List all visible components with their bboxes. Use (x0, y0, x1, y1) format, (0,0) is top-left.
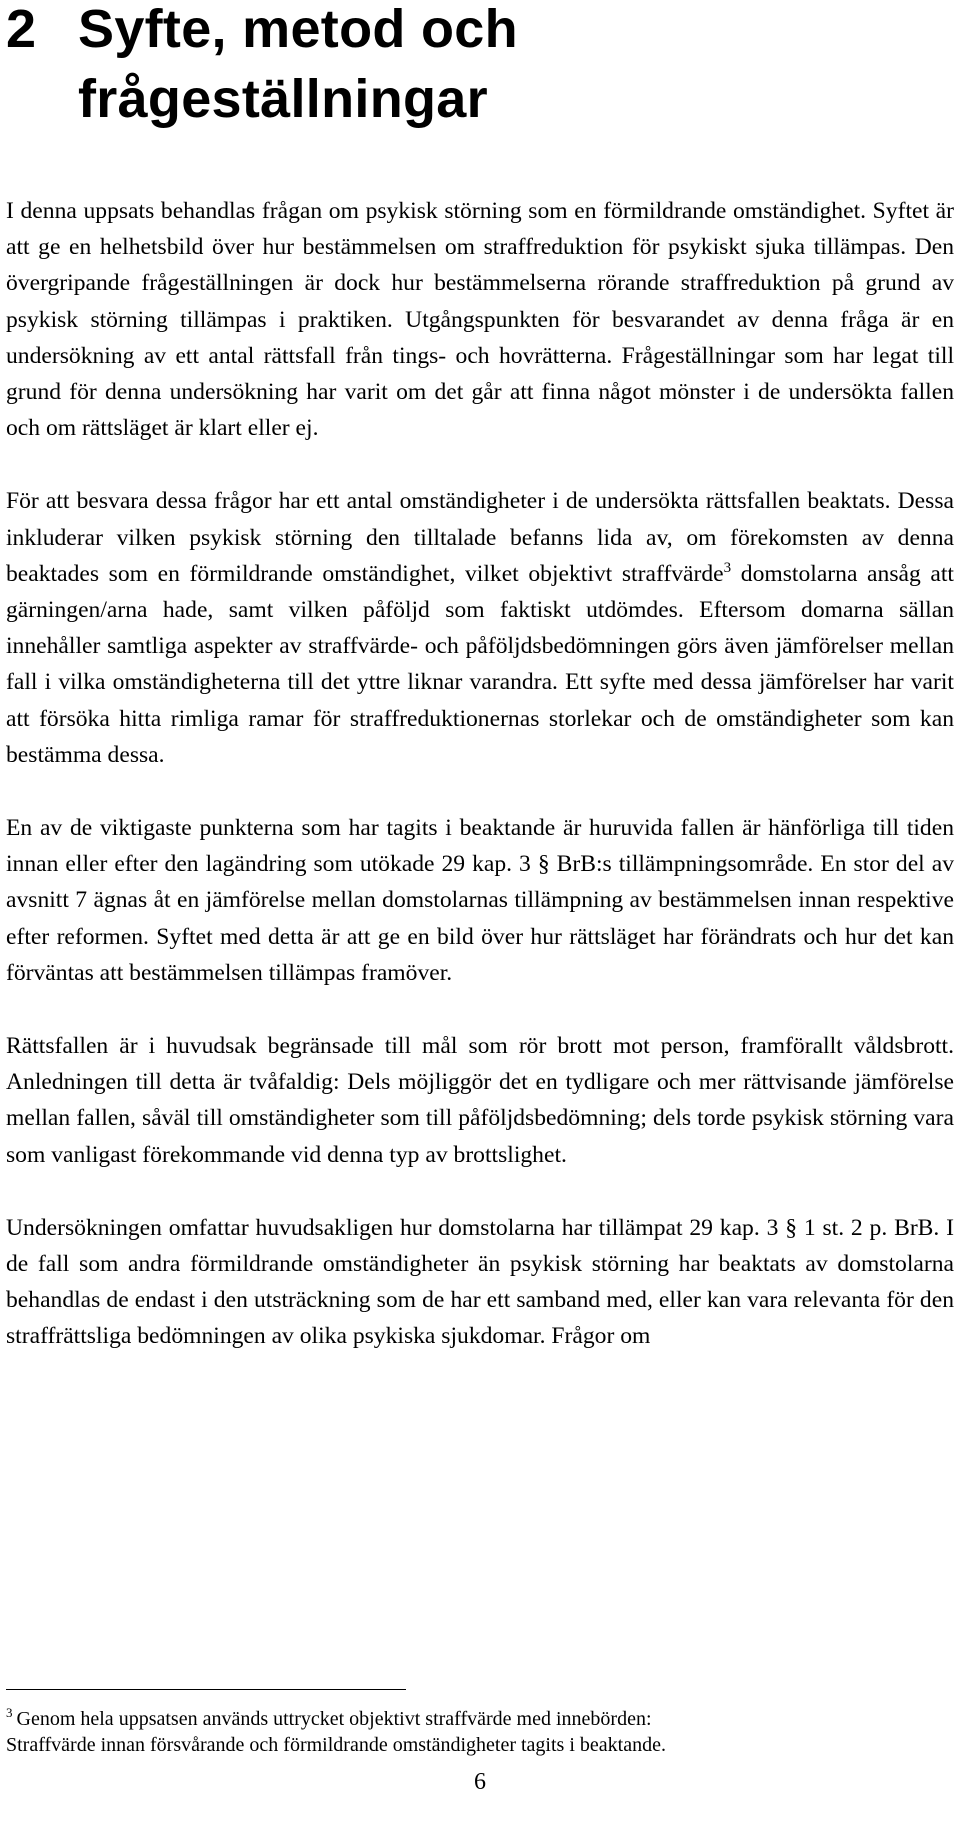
paragraph-method-text-start: För att besvara dessa frågor har ett antal omständigheter i de undersökta rättsfallen beaktats. Dessa inkluderar vilken psykisk störning den tilltalade befanns lida av, om förekomsten av denna beaktades som en förmildrande omständighet, vilket objektivt straffvärde (6, 488, 954, 587)
footnote-divider (6, 1689, 406, 1690)
chapter-heading (6, 0, 638, 134)
footnote-line-1: Genom hela uppsatsen används uttrycket objektivt straffvärde med innebörden: (16, 1708, 652, 1730)
paragraph-method-text-end: domstolarna ansåg att gärningen/arna hade, samt vilken påföljd som faktiskt utdömdes. Eftersom domarna sällan innehåller samtliga aspekter av straffvärde- och påföljdsbedömningen görs även jämförelser mellan fall i vilka omständigheterna till det yttre liknar varandra. Ett syfte med dessa jämförelser har varit att försöka hitta rimliga ramar för straffreduktionernas storlekar och de omständigheter som kan bestämma dessa. (6, 560, 954, 768)
paragraph-reform: En av de viktigaste punkterna som har tagits i beaktande är huruvida fallen är hänförliga till tiden innan eller efter den lagändring som utökade 29 kap. 3 § BrB:s tillämpningsområde. En stor del av avsnitt 7 ägnas åt en jämförelse mellan domstolarnas tillämpning av bestämmelsen innan respektive efter reformen. Syftet med detta är att ge en bild över hur rättsläget har förändrats och hur det kan förväntas att bestämmelsen tillämpas framöver. (6, 815, 954, 986)
chapter-number: 2 (6, 0, 37, 59)
footnote (6, 1706, 954, 1758)
paragraph-method (6, 483, 954, 773)
footnote-line-2: Straffvärde innan försvårande och förmildrande omständigheter tagits i beaktande. (6, 1734, 666, 1756)
footnote-mark: 3 (6, 1705, 13, 1721)
page-number: 6 (474, 1769, 486, 1795)
body-text (6, 193, 954, 1355)
paragraph-purpose: I denna uppsats behandlas frågan om psykisk störning som en förmildrande omständighet. Syftet är att ge en helhetsbild över hur bestämmelsen om straffreduktion för psykiskt sjuka tillämpas. Den övergripande frågeställningen är dock hur bestämmelserna rörande straffreduktion på grund av psykisk störning tillämpas i praktiken. Utgångspunkten för besvarandet av denna fråga är en undersökning av ett antal rättsfall från tings- och hovrätterna. Frågeställningar som har legat till grund för denna undersökning har varit om det går att finna något mönster i de undersökta fallen och om rättsläget är klart eller ej. (6, 198, 954, 442)
paragraph-delimitation: Undersökningen omfattar huvudsakligen hur domstolarna har tillämpat 29 kap. 3 § 1 st. 2 p. BrB. I de fall som andra förmildrande omständigheter än psykisk störning har beaktats av domstolarna behandlas de endast i den utsträckning som de har ett samband med, eller kan vara relevanta för den straffrättsliga bedömningen av olika psykiska sjukdomar. Frågor om (6, 1214, 954, 1350)
paragraph-scope: Rättsfallen är i huvudsak begränsade till mål som rör brott mot person, framförallt våldsbrott. Anledningen till detta är tvåfaldig: Dels möjliggör det en tydligare och mer rättvisande jämförelse mellan fallen, såväl till omständigheter som till påföljdsbedömning; dels torde psykisk störning vara som vanligast förekommande vid denna typ av brottslighet. (6, 1033, 954, 1168)
chapter-title: Syfte, metod och frågeställningar (78, 0, 518, 129)
footnote-reference: 3 (723, 559, 732, 576)
